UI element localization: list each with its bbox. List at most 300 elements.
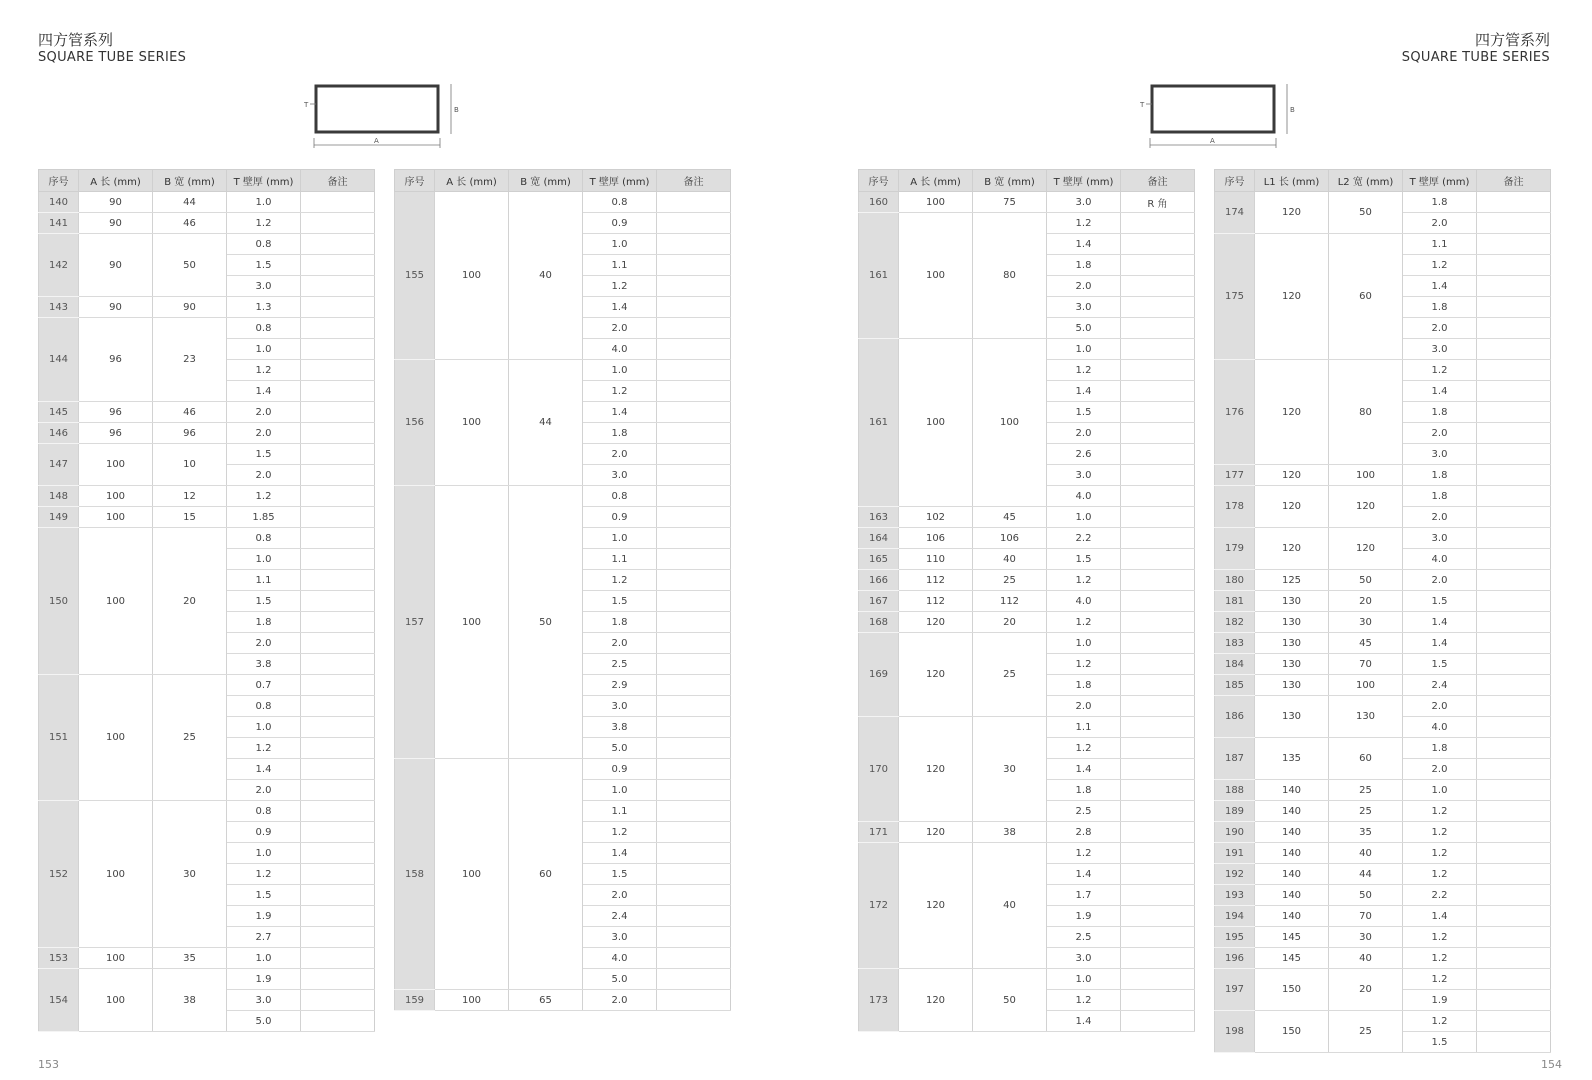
- table-row: [395, 486, 731, 507]
- column-header: A 长 (mm): [79, 170, 153, 192]
- note-cell: [1477, 339, 1551, 360]
- wall-thickness-cell: 4.0: [1403, 717, 1477, 738]
- note-cell: [657, 843, 731, 864]
- length-cell: 90: [79, 297, 153, 318]
- wall-thickness-cell: 0.8: [583, 486, 657, 507]
- note-cell: [1477, 570, 1551, 591]
- length-cell: 140: [1255, 885, 1329, 906]
- serial-number-cell: 182: [1215, 612, 1255, 633]
- table-row: [39, 192, 375, 213]
- wall-thickness-cell: 0.9: [583, 759, 657, 780]
- note-cell: [657, 213, 731, 234]
- note-cell: [657, 780, 731, 801]
- left-page-title-en: SQUARE TUBE SERIES: [38, 50, 187, 65]
- wall-thickness-cell: 4.0: [583, 339, 657, 360]
- width-cell: 38: [973, 822, 1047, 843]
- note-cell: [1477, 906, 1551, 927]
- note-cell: [301, 948, 375, 969]
- width-cell: 25: [973, 570, 1047, 591]
- note-cell: [657, 864, 731, 885]
- wall-thickness-cell: 3.0: [1403, 444, 1477, 465]
- note-cell: [1477, 444, 1551, 465]
- note-cell: [1477, 780, 1551, 801]
- note-cell: [657, 738, 731, 759]
- note-cell: [1477, 549, 1551, 570]
- note-cell: [1477, 1032, 1551, 1053]
- wall-thickness-cell: 4.0: [1047, 591, 1121, 612]
- wall-thickness-cell: 0.8: [227, 696, 301, 717]
- table-row: [1215, 696, 1551, 717]
- serial-number-cell: 161: [859, 213, 899, 339]
- length-cell: 120: [1255, 486, 1329, 528]
- note-cell: [1477, 486, 1551, 507]
- note-cell: [657, 570, 731, 591]
- serial-number-cell: 141: [39, 213, 79, 234]
- table-row: [859, 192, 1195, 213]
- length-cell: 100: [435, 192, 509, 360]
- width-cell: 45: [1329, 633, 1403, 654]
- spec-table-3: [858, 169, 1195, 1032]
- width-cell: 80: [973, 213, 1047, 339]
- table-row: [859, 633, 1195, 654]
- wall-thickness-cell: 1.5: [1403, 654, 1477, 675]
- note-cell: [1477, 276, 1551, 297]
- note-cell: [301, 885, 375, 906]
- width-cell: 35: [1329, 822, 1403, 843]
- serial-number-cell: 168: [859, 612, 899, 633]
- note-cell: [1121, 507, 1195, 528]
- table-row: [1215, 969, 1551, 990]
- wall-thickness-cell: 1.2: [1047, 738, 1121, 759]
- note-cell: [301, 381, 375, 402]
- width-cell: 15: [153, 507, 227, 528]
- wall-thickness-cell: 1.2: [1047, 843, 1121, 864]
- column-header: A 长 (mm): [899, 170, 973, 192]
- table-row: [39, 507, 375, 528]
- serial-number-cell: 174: [1215, 192, 1255, 234]
- note-cell: [1121, 654, 1195, 675]
- note-cell: [1121, 255, 1195, 276]
- note-cell: [1121, 570, 1195, 591]
- note-cell: [301, 423, 375, 444]
- wall-thickness-cell: 2.0: [583, 885, 657, 906]
- right-tube-cross-section-diagram: [1140, 82, 1316, 150]
- table-row: [39, 801, 375, 822]
- wall-thickness-cell: 1.0: [1047, 969, 1121, 990]
- table-row: [39, 444, 375, 465]
- width-cell: 20: [153, 528, 227, 675]
- serial-number-cell: 178: [1215, 486, 1255, 528]
- table-row: [1215, 822, 1551, 843]
- note-cell: [301, 675, 375, 696]
- table-header-row: [1215, 170, 1551, 192]
- note-cell: [1477, 297, 1551, 318]
- serial-number-cell: 181: [1215, 591, 1255, 612]
- wall-thickness-cell: 1.1: [1403, 234, 1477, 255]
- wall-thickness-cell: 4.0: [583, 948, 657, 969]
- table-row: [1215, 948, 1551, 969]
- wall-thickness-cell: 3.8: [583, 717, 657, 738]
- width-cell: 25: [1329, 1011, 1403, 1053]
- note-cell: [1477, 591, 1551, 612]
- length-cell: 112: [899, 570, 973, 591]
- column-header: T 壁厚 (mm): [583, 170, 657, 192]
- length-cell: 140: [1255, 822, 1329, 843]
- table-row: [1215, 465, 1551, 486]
- length-cell: 100: [899, 213, 973, 339]
- length-cell: 145: [1255, 927, 1329, 948]
- note-cell: [1477, 381, 1551, 402]
- note-cell: [657, 801, 731, 822]
- wall-thickness-cell: 1.2: [583, 381, 657, 402]
- width-cell: 100: [1329, 675, 1403, 696]
- note-cell: [301, 213, 375, 234]
- wall-thickness-cell: 1.8: [1403, 486, 1477, 507]
- length-cell: 100: [435, 360, 509, 486]
- wall-thickness-cell: 1.9: [1403, 990, 1477, 1011]
- note-cell: [657, 444, 731, 465]
- width-cell: 70: [1329, 906, 1403, 927]
- serial-number-cell: 161: [859, 339, 899, 507]
- note-cell: [657, 717, 731, 738]
- wall-thickness-cell: 5.0: [1047, 318, 1121, 339]
- width-cell: 38: [153, 969, 227, 1032]
- note-cell: [1121, 612, 1195, 633]
- note-cell: [301, 612, 375, 633]
- note-cell: [1477, 1011, 1551, 1032]
- width-cell: 44: [1329, 864, 1403, 885]
- left-page-header: [38, 30, 186, 66]
- wall-thickness-cell: 1.5: [227, 885, 301, 906]
- table-row: [1215, 570, 1551, 591]
- note-cell: [1477, 948, 1551, 969]
- wall-thickness-cell: 1.3: [227, 297, 301, 318]
- length-cell: 120: [1255, 234, 1329, 360]
- wall-thickness-cell: 1.2: [583, 276, 657, 297]
- serial-number-cell: 151: [39, 675, 79, 801]
- wall-thickness-cell: 0.8: [227, 801, 301, 822]
- wall-thickness-cell: 1.2: [1403, 843, 1477, 864]
- note-cell: [1477, 654, 1551, 675]
- spec-table-4: [1214, 169, 1551, 1053]
- length-cell: 125: [1255, 570, 1329, 591]
- wall-thickness-cell: 1.2: [227, 738, 301, 759]
- serial-number-cell: 147: [39, 444, 79, 486]
- length-cell: 120: [1255, 360, 1329, 465]
- length-cell: 120: [1255, 465, 1329, 486]
- width-cell: 25: [973, 633, 1047, 717]
- wall-thickness-cell: 5.0: [583, 969, 657, 990]
- note-cell: [1477, 360, 1551, 381]
- table-row: [859, 591, 1195, 612]
- wall-thickness-cell: 3.0: [1403, 528, 1477, 549]
- note-cell: [657, 990, 731, 1011]
- note-cell: [301, 297, 375, 318]
- serial-number-cell: 192: [1215, 864, 1255, 885]
- note-cell: [301, 192, 375, 213]
- wall-thickness-cell: 1.4: [1047, 864, 1121, 885]
- table-row: [1215, 801, 1551, 822]
- wall-thickness-cell: 1.5: [1047, 549, 1121, 570]
- note-cell: [1121, 906, 1195, 927]
- table-row: [1215, 486, 1551, 507]
- length-cell: 110: [899, 549, 973, 570]
- serial-number-cell: 145: [39, 402, 79, 423]
- note-cell: [301, 507, 375, 528]
- serial-number-cell: 189: [1215, 801, 1255, 822]
- table-row: [39, 297, 375, 318]
- left-tube-cross-section-diagram: [304, 82, 480, 150]
- note-cell: [1121, 423, 1195, 444]
- wall-thickness-cell: 2.5: [583, 654, 657, 675]
- wall-thickness-cell: 1.1: [227, 570, 301, 591]
- length-cell: 140: [1255, 780, 1329, 801]
- table-row: [1215, 360, 1551, 381]
- wall-thickness-cell: 1.2: [1403, 255, 1477, 276]
- note-cell: [301, 717, 375, 738]
- table-row: [39, 528, 375, 549]
- note-cell: [657, 192, 731, 213]
- width-cell: 70: [1329, 654, 1403, 675]
- note-cell: [1121, 360, 1195, 381]
- column-header: 序号: [395, 170, 435, 192]
- length-cell: 140: [1255, 906, 1329, 927]
- note-cell: [301, 549, 375, 570]
- length-cell: 112: [899, 591, 973, 612]
- width-cell: 40: [1329, 948, 1403, 969]
- note-cell: [1477, 528, 1551, 549]
- wall-thickness-cell: 1.5: [583, 591, 657, 612]
- width-cell: 44: [509, 360, 583, 486]
- table-row: [1215, 927, 1551, 948]
- table-row: [39, 213, 375, 234]
- note-cell: [1477, 402, 1551, 423]
- wall-thickness-cell: 1.9: [227, 906, 301, 927]
- wall-thickness-cell: 2.8: [1047, 822, 1121, 843]
- table-header-row: [395, 170, 731, 192]
- length-cell: 135: [1255, 738, 1329, 780]
- length-cell: 100: [435, 486, 509, 759]
- left-diagram-label-a: A: [374, 137, 379, 145]
- serial-number-cell: 186: [1215, 696, 1255, 738]
- note-cell: [1121, 864, 1195, 885]
- note-cell: [657, 234, 731, 255]
- column-header: T 壁厚 (mm): [1403, 170, 1477, 192]
- wall-thickness-cell: 1.1: [1047, 717, 1121, 738]
- note-cell: [1477, 255, 1551, 276]
- note-cell: [657, 402, 731, 423]
- wall-thickness-cell: 2.0: [227, 402, 301, 423]
- length-cell: 120: [899, 969, 973, 1032]
- serial-number-cell: 197: [1215, 969, 1255, 1011]
- wall-thickness-cell: 1.5: [227, 591, 301, 612]
- serial-number-cell: 172: [859, 843, 899, 969]
- wall-thickness-cell: 3.8: [227, 654, 301, 675]
- wall-thickness-cell: 1.2: [1047, 570, 1121, 591]
- length-cell: 100: [79, 948, 153, 969]
- wall-thickness-cell: 0.7: [227, 675, 301, 696]
- serial-number-cell: 175: [1215, 234, 1255, 360]
- serial-number-cell: 166: [859, 570, 899, 591]
- table-row: [1215, 675, 1551, 696]
- note-cell: [1477, 423, 1551, 444]
- note-cell: [1477, 864, 1551, 885]
- note-cell: [1121, 339, 1195, 360]
- length-cell: 102: [899, 507, 973, 528]
- left-page-title-zh: 四方管系列: [38, 31, 114, 49]
- note-cell: [1121, 675, 1195, 696]
- serial-number-cell: 165: [859, 549, 899, 570]
- wall-thickness-cell: 1.1: [583, 549, 657, 570]
- wall-thickness-cell: 0.9: [583, 507, 657, 528]
- note-cell: [1121, 780, 1195, 801]
- note-cell: [1121, 822, 1195, 843]
- wall-thickness-cell: 1.8: [583, 612, 657, 633]
- note-cell: [657, 255, 731, 276]
- wall-thickness-cell: 2.0: [227, 633, 301, 654]
- note-cell: [657, 948, 731, 969]
- wall-thickness-cell: 1.7: [1047, 885, 1121, 906]
- column-header: 备注: [657, 170, 731, 192]
- note-cell: [1121, 1011, 1195, 1032]
- width-cell: 25: [153, 675, 227, 801]
- note-cell: [1121, 549, 1195, 570]
- wall-thickness-cell: 1.4: [583, 843, 657, 864]
- width-cell: 40: [973, 549, 1047, 570]
- column-header: B 宽 (mm): [153, 170, 227, 192]
- width-cell: 46: [153, 402, 227, 423]
- wall-thickness-cell: 1.2: [227, 864, 301, 885]
- note-cell: [1121, 843, 1195, 864]
- right-diagram-label-t: T: [1140, 101, 1145, 109]
- wall-thickness-cell: 2.0: [1403, 570, 1477, 591]
- width-cell: 130: [1329, 696, 1403, 738]
- right-diagram-label-b: B: [1290, 106, 1295, 114]
- note-cell: [301, 696, 375, 717]
- wall-thickness-cell: 1.0: [227, 948, 301, 969]
- width-cell: 10: [153, 444, 227, 486]
- wall-thickness-cell: 2.0: [1403, 213, 1477, 234]
- note-cell: [301, 801, 375, 822]
- wall-thickness-cell: 1.2: [1403, 948, 1477, 969]
- length-cell: 120: [899, 822, 973, 843]
- length-cell: 130: [1255, 633, 1329, 654]
- serial-number-cell: 180: [1215, 570, 1255, 591]
- wall-thickness-cell: 1.2: [227, 360, 301, 381]
- wall-thickness-cell: 2.0: [583, 633, 657, 654]
- width-cell: 50: [509, 486, 583, 759]
- note-cell: [1477, 738, 1551, 759]
- wall-thickness-cell: 1.8: [1047, 255, 1121, 276]
- note-cell: [301, 318, 375, 339]
- note-cell: [657, 822, 731, 843]
- wall-thickness-cell: 2.0: [1047, 276, 1121, 297]
- length-cell: 100: [899, 339, 973, 507]
- wall-thickness-cell: 3.0: [583, 696, 657, 717]
- wall-thickness-cell: 1.0: [1047, 633, 1121, 654]
- wall-thickness-cell: 1.4: [227, 381, 301, 402]
- note-cell: [1477, 717, 1551, 738]
- serial-number-cell: 195: [1215, 927, 1255, 948]
- wall-thickness-cell: 0.8: [227, 234, 301, 255]
- length-cell: 100: [79, 507, 153, 528]
- length-cell: 120: [899, 717, 973, 822]
- table-row: [1215, 864, 1551, 885]
- note-cell: [1121, 990, 1195, 1011]
- note-cell: [1477, 318, 1551, 339]
- note-cell: [1477, 213, 1551, 234]
- note-cell: [301, 255, 375, 276]
- table-row: [39, 234, 375, 255]
- note-cell: [1121, 402, 1195, 423]
- wall-thickness-cell: 1.2: [1403, 969, 1477, 990]
- serial-number-cell: 198: [1215, 1011, 1255, 1053]
- wall-thickness-cell: 2.0: [1047, 423, 1121, 444]
- wall-thickness-cell: 1.0: [227, 843, 301, 864]
- wall-thickness-cell: 1.9: [227, 969, 301, 990]
- wall-thickness-cell: 1.5: [227, 255, 301, 276]
- wall-thickness-cell: 2.4: [1403, 675, 1477, 696]
- length-cell: 100: [79, 444, 153, 486]
- note-cell: [301, 654, 375, 675]
- note-cell: R 角: [1121, 192, 1195, 213]
- table-row: [39, 486, 375, 507]
- column-header: L2 宽 (mm): [1329, 170, 1403, 192]
- note-cell: [1121, 276, 1195, 297]
- width-cell: 40: [509, 192, 583, 360]
- column-header: L1 长 (mm): [1255, 170, 1329, 192]
- serial-number-cell: 158: [395, 759, 435, 990]
- spec-table-2: [394, 169, 731, 1011]
- serial-number-cell: 179: [1215, 528, 1255, 570]
- wall-thickness-cell: 1.8: [1403, 402, 1477, 423]
- note-cell: [1121, 318, 1195, 339]
- wall-thickness-cell: 2.5: [1047, 801, 1121, 822]
- wall-thickness-cell: 4.0: [1047, 486, 1121, 507]
- note-cell: [1477, 612, 1551, 633]
- wall-thickness-cell: 1.0: [227, 717, 301, 738]
- length-cell: 100: [435, 759, 509, 990]
- note-cell: [301, 843, 375, 864]
- length-cell: 150: [1255, 969, 1329, 1011]
- length-cell: 120: [1255, 192, 1329, 234]
- note-cell: [1121, 696, 1195, 717]
- wall-thickness-cell: 1.8: [1047, 675, 1121, 696]
- serial-number-cell: 170: [859, 717, 899, 822]
- wall-thickness-cell: 1.0: [227, 549, 301, 570]
- wall-thickness-cell: 1.2: [1403, 1011, 1477, 1032]
- table-row: [859, 570, 1195, 591]
- note-cell: [657, 549, 731, 570]
- wall-thickness-cell: 1.2: [1403, 864, 1477, 885]
- table-row: [1215, 633, 1551, 654]
- left-diagram-label-b: B: [454, 106, 459, 114]
- length-cell: 120: [899, 612, 973, 633]
- note-cell: [1477, 822, 1551, 843]
- note-cell: [657, 381, 731, 402]
- wall-thickness-cell: 2.0: [583, 444, 657, 465]
- wall-thickness-cell: 2.0: [227, 465, 301, 486]
- column-header: 备注: [1477, 170, 1551, 192]
- serial-number-cell: 171: [859, 822, 899, 843]
- wall-thickness-cell: 1.0: [583, 780, 657, 801]
- wall-thickness-cell: 1.4: [227, 759, 301, 780]
- column-header: 序号: [39, 170, 79, 192]
- table-row: [1215, 1011, 1551, 1032]
- note-cell: [301, 360, 375, 381]
- right-page-number: 154: [1541, 1058, 1562, 1071]
- wall-thickness-cell: 1.4: [1047, 234, 1121, 255]
